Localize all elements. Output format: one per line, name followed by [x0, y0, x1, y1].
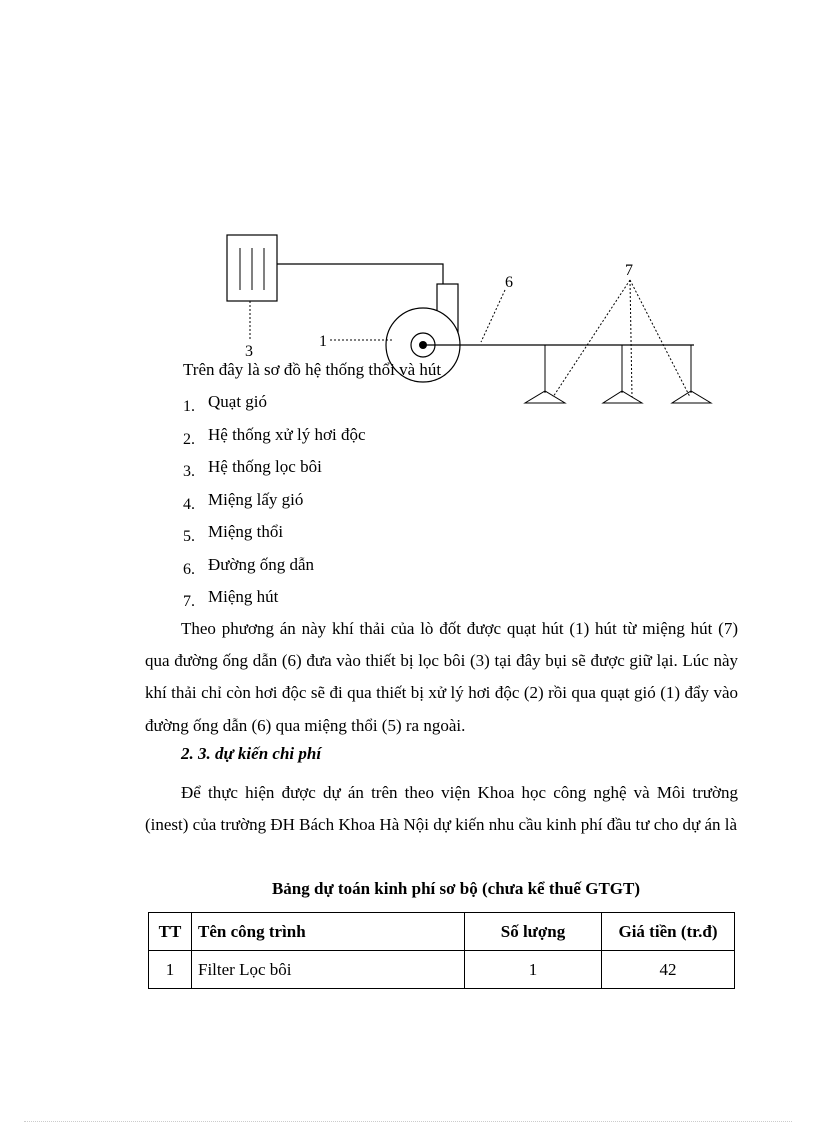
- cost-table: [148, 912, 735, 989]
- list-number: 5.: [183, 528, 195, 545]
- list-item: [183, 490, 366, 523]
- list-item: [183, 457, 366, 490]
- header-price: Giá tiền (tr.đ): [602, 913, 735, 951]
- header-name: Tên công trình: [192, 913, 465, 951]
- header-quantity: Số lượng: [465, 913, 602, 951]
- list-text: Quạt gió: [208, 392, 268, 411]
- diagram-caption: Trên đây là sơ đồ hệ thống thổi và hút: [183, 360, 442, 379]
- list-item: [183, 555, 366, 588]
- list-text: Hệ thống xử lý hơi độc: [208, 424, 366, 444]
- paragraph-process: Theo phương án này khí thải của lò đốt được quạt hút (1) hút từ miệng hút (7) qua đường ống dẫn (6) đưa vào thiết bị lọc bôi (3) tại đây bụi sẽ được giữ lại. Lúc này khí thải chỉ còn hơi độc sẽ đi qua thiết bị xử lý hơi độc (2) rồi qua quạt gió (1) đẩy vào đường ống dẫn (6) qua miệng thổi (5) ra ngoài.: [145, 619, 738, 735]
- list-item: [183, 425, 366, 458]
- list-text: Miệng lấy gió: [208, 489, 304, 509]
- list-text: Đường ống dẫn: [208, 554, 315, 574]
- list-number: 3.: [183, 463, 195, 480]
- leader-7: [630, 280, 632, 397]
- table-caption: Bảng dự toán kinh phí sơ bộ (chưa kể thuế GTGT): [271, 879, 641, 898]
- list-number: 4.: [183, 495, 195, 513]
- table-row: [149, 951, 735, 989]
- paragraph-cost: Để thực hiện được dự án trên theo viện Khoa học công nghệ và Môi trường (inest) của trường ĐH Bách Khoa Hà Nội dự kiến nhu cầu kinh phí đầu tư cho dự án là: [145, 783, 738, 835]
- label-7: 7: [625, 262, 633, 279]
- cell-quantity: 1: [465, 951, 602, 989]
- list-text: Miệng thổi: [208, 522, 284, 541]
- label-1: 1: [319, 333, 327, 350]
- list-item: [183, 392, 366, 425]
- label-3: 3: [245, 343, 253, 360]
- list-number: 2.: [183, 430, 195, 448]
- cell-price: 42: [602, 951, 735, 989]
- section-title: 2. 3. dự kiến chi phí: [181, 744, 322, 763]
- list-number: 6.: [183, 560, 195, 578]
- leader-6: [481, 290, 505, 342]
- label-6: 6: [505, 274, 513, 291]
- duct-filter-to-fan: [277, 264, 443, 284]
- list-number: 7.: [183, 593, 195, 610]
- header-tt: TT: [149, 913, 192, 951]
- list-item: [183, 522, 366, 555]
- leader-7: [630, 280, 690, 397]
- list-text: Miệng hút: [208, 587, 279, 606]
- list-text: Hệ thống lọc bôi: [208, 457, 322, 476]
- page-bottom-divider: [24, 1121, 792, 1122]
- list-number: 1.: [183, 398, 195, 415]
- table-header-row: [149, 913, 735, 951]
- cell-name: Filter Lọc bôi: [192, 951, 465, 989]
- component-list: [183, 392, 366, 620]
- cell-tt: 1: [149, 951, 192, 989]
- leader-7: [553, 280, 630, 397]
- system-diagram: [0, 0, 816, 420]
